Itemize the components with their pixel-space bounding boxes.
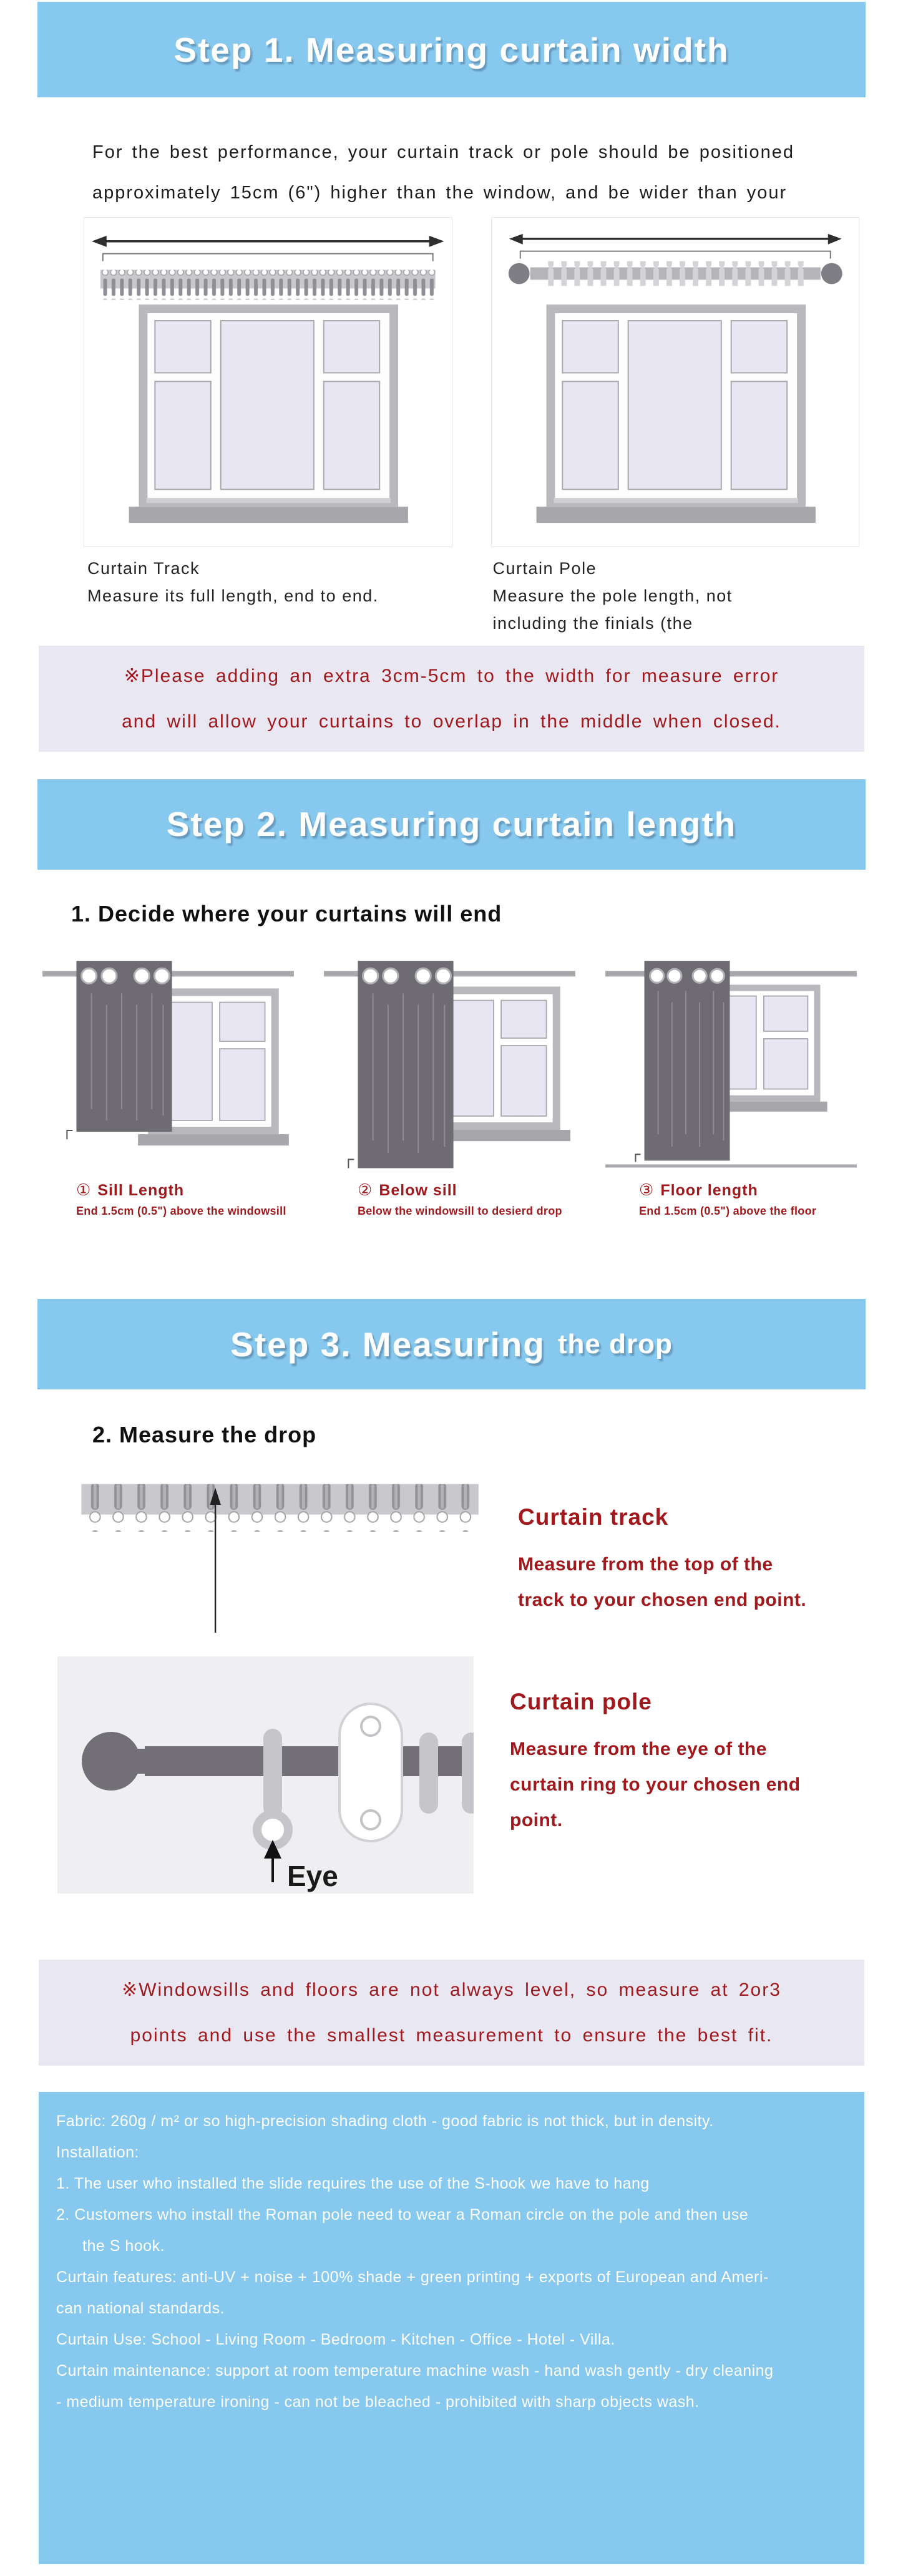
sill-length-caption xyxy=(76,1180,300,1218)
pole-drop-line1: Measure from the eye of the xyxy=(510,1739,767,1760)
curtain-track-caption-title: Curtain Track xyxy=(87,558,200,578)
circled-3-icon: ③ xyxy=(639,1180,655,1200)
circled-2-icon: ② xyxy=(358,1180,373,1200)
intro-line-2: approximately 15cm (6") higher than the window, and be wider than your xyxy=(92,183,788,203)
curtain-track-caption-body: Measure its full length, end to end. xyxy=(87,586,379,605)
curtain-pole-diagram-card xyxy=(491,217,860,547)
floor-length-desc: End 1.5cm (0.5") above the floor xyxy=(639,1205,817,1218)
track-drop-line2: track to your chosen end point. xyxy=(518,1590,807,1611)
curtain-pole-caption-line2: including the finials (the xyxy=(492,613,693,633)
below-sill-desc: Below the windowsill to desierd drop xyxy=(358,1205,562,1218)
footer-features-cont-line: can national standards. xyxy=(56,2300,225,2318)
step1-banner xyxy=(37,2,866,97)
step2-heading: 1. Decide where your curtains will end xyxy=(71,900,502,926)
curtain-pole-caption xyxy=(493,555,860,637)
step1-captions xyxy=(87,555,859,637)
floor-length-illustration xyxy=(599,952,863,1179)
footer-fabric-line: Fabric: 260g / m² or so high-precision shading cloth - good fabric is not thick, but in density. xyxy=(56,2112,714,2131)
floor-length-caption xyxy=(639,1180,863,1218)
footer-installation-line: Installation: xyxy=(56,2144,139,2162)
intro-line-1: For the best performance, your curtain track or pole should be positioned xyxy=(92,142,794,162)
footer-maintenance-line: Curtain maintenance: support at room temperature machine wash - hand wash gently - dry cleaning xyxy=(56,2362,774,2380)
curtain-pole-caption-line1: Measure the pole length, not xyxy=(492,586,733,605)
curtain-track-drop-illustration xyxy=(37,1479,500,1638)
pole-drop-section xyxy=(57,1656,866,1893)
step3-banner xyxy=(37,1299,866,1389)
level-measure-note xyxy=(39,1960,864,2066)
footer-features-line: Curtain features: anti-UV + noise + 100% shade + green printing + exports of European and Ameri- xyxy=(56,2268,769,2287)
step3-banner-subtitle: the drop xyxy=(557,1328,673,1359)
below-sill-illustration xyxy=(318,952,582,1179)
level-note-line2: points and use the smallest measurement to ensure the best fit. xyxy=(130,2025,773,2046)
product-info-footer xyxy=(39,2092,864,2564)
curtain-pole-window-illustration xyxy=(492,218,859,547)
sill-length-desc: End 1.5cm (0.5") above the windowsill xyxy=(76,1205,286,1218)
footer-install-step2b-line: the S hook. xyxy=(82,2237,165,2255)
curtain-pole-eye-illustration xyxy=(57,1656,474,1893)
curtain-track-diagram-card xyxy=(84,217,452,547)
footer-install-step1-line: 1. The user who installed the slide requires the use of the S-hook we have to hang xyxy=(56,2175,650,2193)
track-drop-title: Curtain track xyxy=(518,1504,669,1530)
step2-banner-title: Step 2. Measuring curtain length xyxy=(166,805,737,844)
track-drop-section xyxy=(37,1479,866,1638)
level-note-line1: ※Windowsills and floors are not always level, so measure at 2or3 xyxy=(122,1980,781,2001)
footer-maintenance-cont-line: - medium temperature ironing - can not be bleached - prohibited with sharp objects wash. xyxy=(56,2393,700,2411)
pole-drop-line2: curtain ring to your chosen end xyxy=(510,1774,801,1796)
step1-intro-paragraph xyxy=(92,132,859,213)
track-drop-text xyxy=(518,1479,806,1638)
below-sill-caption xyxy=(358,1180,582,1218)
pole-drop-line3: point. xyxy=(510,1810,563,1831)
curtain-pole-caption-title: Curtain Pole xyxy=(492,558,597,578)
pole-drop-figure xyxy=(57,1656,474,1893)
below-sill-title: ② Below sill xyxy=(358,1180,457,1200)
pole-drop-text xyxy=(510,1656,801,1893)
width-note-line2: and will allow your curtains to overlap in the middle when closed. xyxy=(122,711,781,732)
floor-length-diagram xyxy=(599,952,863,1218)
step3-banner-title: Step 3. Measuring xyxy=(230,1324,545,1364)
track-drop-line1: Measure from the top of the xyxy=(518,1554,773,1575)
sill-length-illustration xyxy=(36,952,300,1179)
width-measure-note xyxy=(39,646,864,752)
footer-install-step2-line: 2. Customers who install the Roman pole need to wear a Roman circle on the pole and then use xyxy=(56,2206,749,2224)
step1-diagram-cards xyxy=(84,217,859,547)
curtain-track-caption xyxy=(87,555,454,637)
sill-length-diagram xyxy=(36,952,300,1218)
pole-drop-title: Curtain pole xyxy=(510,1689,652,1715)
below-sill-diagram xyxy=(318,952,582,1218)
eye-label: Eye xyxy=(287,1860,338,1893)
floor-length-title: ③ Floor length xyxy=(639,1180,758,1200)
circled-1-icon: ① xyxy=(76,1180,92,1200)
track-drop-figure xyxy=(37,1479,500,1638)
sill-length-title: ① Sill Length xyxy=(76,1180,185,1200)
footer-use-line: Curtain Use: School - Living Room - Bedroom - Kitchen - Office - Hotel - Villa. xyxy=(56,2331,615,2349)
step3-heading: 2. Measure the drop xyxy=(92,1422,317,1448)
width-note-line1: ※Please adding an extra 3cm-5cm to the width for measure error xyxy=(124,665,779,686)
step1-banner-title: Step 1. Measuring curtain width xyxy=(173,30,730,69)
curtain-length-diagrams xyxy=(36,952,863,1218)
step2-banner xyxy=(37,779,866,870)
curtain-track-window-illustration xyxy=(84,218,452,547)
